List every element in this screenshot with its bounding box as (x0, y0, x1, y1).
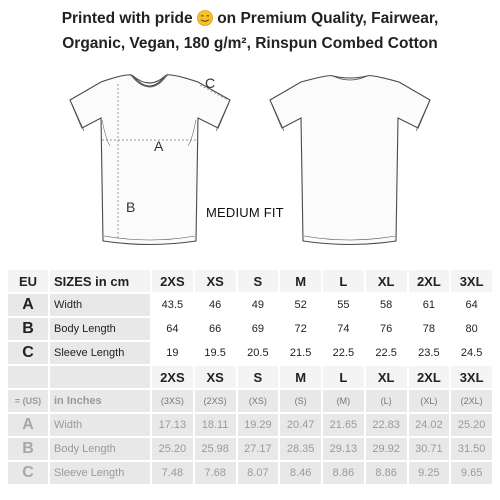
size-table (6, 268, 494, 486)
eu-label: EU (8, 270, 48, 292)
table-cell: 17.13 (152, 414, 193, 436)
eu-row-sleeve-length (8, 342, 492, 364)
us-row-sleeve-length (8, 462, 492, 484)
table-cell: 21.65 (323, 414, 364, 436)
eu-size: 2XS (152, 270, 193, 292)
eu-size: 3XL (451, 270, 492, 292)
table-cell: 49 (238, 294, 279, 316)
row-letter: B (8, 318, 48, 340)
table-cell: 61 (409, 294, 450, 316)
us-row-body-length (8, 438, 492, 460)
row-label: Width (50, 294, 150, 316)
row-letter: A (8, 414, 48, 436)
table-cell: 21.5 (280, 342, 321, 364)
table-cell: 8.86 (323, 462, 364, 484)
eu-header-row (8, 270, 492, 292)
table-cell: 22.83 (366, 414, 407, 436)
measure-label-a: A (154, 138, 164, 154)
table-cell: 19 (152, 342, 193, 364)
us-size-row (8, 366, 492, 388)
eu-size: L (323, 270, 364, 292)
us-size: M (280, 366, 321, 388)
us-row-width (8, 414, 492, 436)
table-cell: 20.5 (238, 342, 279, 364)
us-size: 3XL (451, 366, 492, 388)
us-equivalent: (XL) (409, 390, 450, 412)
us-size: XL (366, 366, 407, 388)
eu-size: M (280, 270, 321, 292)
table-cell: 20.47 (280, 414, 321, 436)
us-title: in Inches (50, 390, 150, 412)
fit-label: MEDIUM FIT (206, 205, 284, 220)
table-cell: 30.71 (409, 438, 450, 460)
table-cell: 7.68 (195, 462, 236, 484)
table-cell: 27.17 (238, 438, 279, 460)
table-cell: 25.20 (451, 414, 492, 436)
table-cell: 69 (238, 318, 279, 340)
table-cell: 7.48 (152, 462, 193, 484)
us-size: XS (195, 366, 236, 388)
header-line-1-start: Printed with pride (61, 10, 193, 27)
row-label: Width (50, 414, 150, 436)
eu-row-width (8, 294, 492, 316)
us-size: 2XS (152, 366, 193, 388)
eu-size: XS (195, 270, 236, 292)
table-cell: 8.07 (238, 462, 279, 484)
us-spacer (8, 366, 48, 388)
table-cell: 9.25 (409, 462, 450, 484)
table-cell: 22.5 (366, 342, 407, 364)
tshirt-illustration (0, 56, 500, 266)
table-cell: 18.11 (195, 414, 236, 436)
us-header-row (8, 390, 492, 412)
table-cell: 80 (451, 318, 492, 340)
table-cell: 64 (152, 318, 193, 340)
header-line-1 (0, 6, 500, 31)
us-equivalent: (XS) (238, 390, 279, 412)
eu-title: SIZES in cm (50, 270, 150, 292)
us-equivalent: (L) (366, 390, 407, 412)
eu-size: 2XL (409, 270, 450, 292)
table-cell: 55 (323, 294, 364, 316)
table-cell: 24.5 (451, 342, 492, 364)
row-letter: B (8, 438, 48, 460)
us-size: S (238, 366, 279, 388)
measure-label-b: B (126, 199, 136, 215)
header-line-2: Organic, Vegan, 180 g/m², Rinspun Combed Cotton (62, 35, 438, 52)
table-cell: 25.20 (152, 438, 193, 460)
table-cell: 58 (366, 294, 407, 316)
eu-row-body-length (8, 318, 492, 340)
row-letter: A (8, 294, 48, 316)
us-label: = (US) (8, 390, 48, 412)
table-cell: 43.5 (152, 294, 193, 316)
measure-label-c: C (205, 75, 216, 91)
tshirt-back (270, 76, 430, 245)
row-label: Body Length (50, 438, 150, 460)
us-equivalent: (S) (280, 390, 321, 412)
table-cell: 19.5 (195, 342, 236, 364)
table-cell: 52 (280, 294, 321, 316)
table-cell: 25.98 (195, 438, 236, 460)
us-equivalent: (2XL) (451, 390, 492, 412)
table-cell: 64 (451, 294, 492, 316)
table-cell: 19.29 (238, 414, 279, 436)
table-cell: 22.5 (323, 342, 364, 364)
table-cell: 76 (366, 318, 407, 340)
header (0, 0, 500, 56)
table-cell: 74 (323, 318, 364, 340)
table-cell: 31.50 (451, 438, 492, 460)
table-cell: 72 (280, 318, 321, 340)
table-cell: 29.13 (323, 438, 364, 460)
table-cell: 29.92 (366, 438, 407, 460)
header-line-1-end: on Premium Quality, Fairwear, (217, 10, 439, 27)
us-size: 2XL (409, 366, 450, 388)
us-equivalent: (3XS) (152, 390, 193, 412)
eu-size: XL (366, 270, 407, 292)
smiley-icon (197, 10, 213, 26)
table-cell: 78 (409, 318, 450, 340)
us-size: L (323, 366, 364, 388)
row-label: Sleeve Length (50, 462, 150, 484)
eu-size: S (238, 270, 279, 292)
table-cell: 23.5 (409, 342, 450, 364)
us-equivalent: (2XS) (195, 390, 236, 412)
row-letter: C (8, 462, 48, 484)
table-cell: 8.86 (366, 462, 407, 484)
table-cell: 24.02 (409, 414, 450, 436)
table-cell: 9.65 (451, 462, 492, 484)
table-cell: 66 (195, 318, 236, 340)
row-label: Sleeve Length (50, 342, 150, 364)
us-spacer (50, 366, 150, 388)
table-cell: 8.46 (280, 462, 321, 484)
row-label: Body Length (50, 318, 150, 340)
table-cell: 46 (195, 294, 236, 316)
us-equivalent: (M) (323, 390, 364, 412)
table-cell: 28.35 (280, 438, 321, 460)
row-letter: C (8, 342, 48, 364)
